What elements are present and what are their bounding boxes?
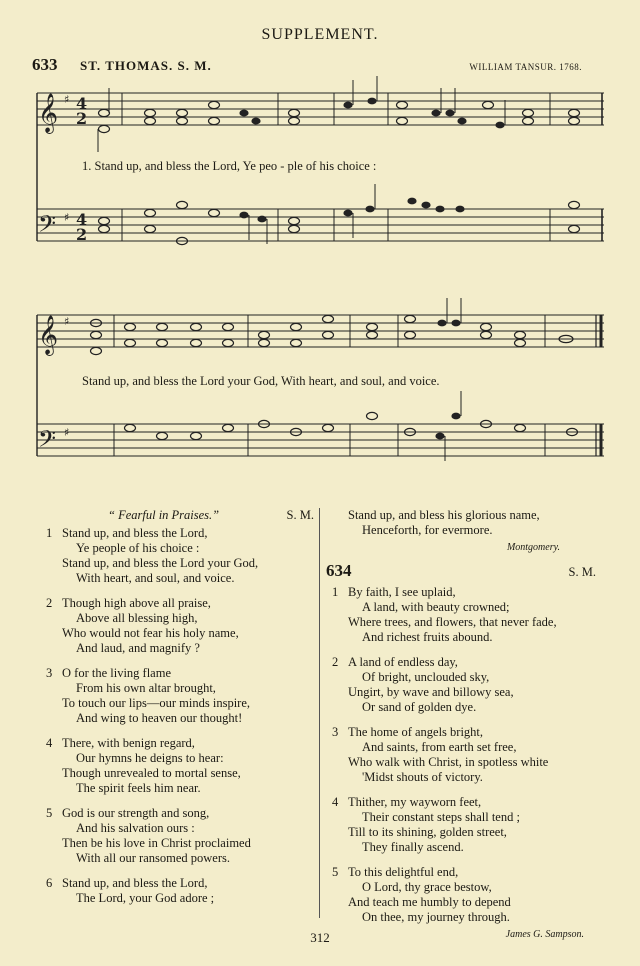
- stanza-634-1: 1 By faith, I see uplaid, A land, with beauty crowned; Where trees, and flowers, that never fade, And richest fruits abound.: [332, 585, 557, 644]
- composer: WILLIAM TANSUR. 1768.: [469, 62, 582, 72]
- music-lyric-line-2: Stand up, and bless the Lord your God, With heart, and soul, and voice.: [82, 374, 440, 388]
- tune-name: ST. THOMAS. S. M.: [80, 58, 212, 73]
- hymn-title: “ Fearful in Praises.”: [108, 508, 220, 522]
- staff-bass-2: [37, 424, 604, 456]
- stanza-1: 1 Stand up, and bless the Lord, Ye people of his choice : Stand up, and bless the Lord your God, With heart, and soul, and voice.: [46, 526, 259, 585]
- hymn-633-text: [46, 508, 314, 916]
- sheet-music: [0, 0, 640, 470]
- meter: S. M.: [286, 508, 314, 522]
- stanza-634-2: 2 A land of endless day, Of bright, unclouded sky, Ungirt, by wave and billowy sea, Or sand of golden dye.: [332, 655, 514, 714]
- svg-text:♯: ♯: [64, 315, 70, 328]
- author-633: Montgomery.: [506, 542, 560, 553]
- treble-clef-icon: 𝄞: [38, 315, 59, 355]
- page-header: SUPPLEMENT.: [261, 26, 379, 43]
- column-divider: [319, 508, 320, 918]
- svg-text:2: 2: [76, 225, 88, 244]
- stanza-5: 5 God is our strength and song, And his salvation ours : Then be his love in Christ proclaimed With all our ransomed powers.: [46, 806, 251, 865]
- hymn-633-heading: [46, 508, 314, 526]
- right-column: [326, 508, 612, 942]
- hymn-number-633: 633: [32, 55, 58, 74]
- author-634: James G. Sampson.: [505, 929, 584, 940]
- stanza-3: 3 O for the living flame From his own altar brought, To touch our lips—our minds inspire, And wing to heaven our thought!: [46, 666, 251, 725]
- svg-text:♯: ♯: [64, 93, 70, 106]
- page-number: 312: [310, 930, 330, 945]
- stanza-2: 2 Though high above all praise, Above all blessing high, Who would not fear his holy name, And laud, and magnify ?: [46, 596, 239, 655]
- stanza-634-4: 4 Thither, my wayworn feet, Their constant steps shall tend ; Till to its shining, golden street, They finally ascend.: [332, 795, 520, 854]
- bass-clef-icon: 𝄢: [38, 425, 57, 458]
- svg-text:4: 4: [76, 94, 88, 113]
- svg-text:2: 2: [76, 109, 88, 128]
- stanza-4: 4 There, with benign regard, Our hymns he deigns to hear: Though unrevealed to mortal sense, The spirit feels him near.: [46, 736, 241, 795]
- svg-text:4: 4: [76, 210, 88, 229]
- meter-634: S. M.: [568, 565, 596, 579]
- hymn-634-heading: [326, 561, 612, 585]
- music-lyric-line-1: 1. Stand up, and bless the Lord, Ye peo - ple of his choice :: [82, 159, 377, 173]
- hymn-number-634: 634: [326, 561, 352, 580]
- treble-clef-icon: 𝄞: [38, 93, 59, 133]
- bass-clef-icon: 𝄢: [38, 210, 57, 243]
- stanza-634-5: 5 To this delightful end, O Lord, thy grace bestow, And teach me humbly to depend On thee, my journey through.: [332, 865, 511, 924]
- stanza-634-3: 3 The home of angels bright, And saints, from earth set free, Who walk with Christ, in spotless white 'Midst shouts of victory.: [332, 725, 549, 784]
- svg-text:♯: ♯: [64, 426, 70, 439]
- svg-text:♯: ♯: [64, 211, 70, 224]
- stanza-6-continuation: Stand up, and bless his glorious name, Henceforth, for evermore.: [348, 508, 540, 537]
- stanza-6: 6 Stand up, and bless the Lord, The Lord, your God adore ;: [46, 876, 215, 905]
